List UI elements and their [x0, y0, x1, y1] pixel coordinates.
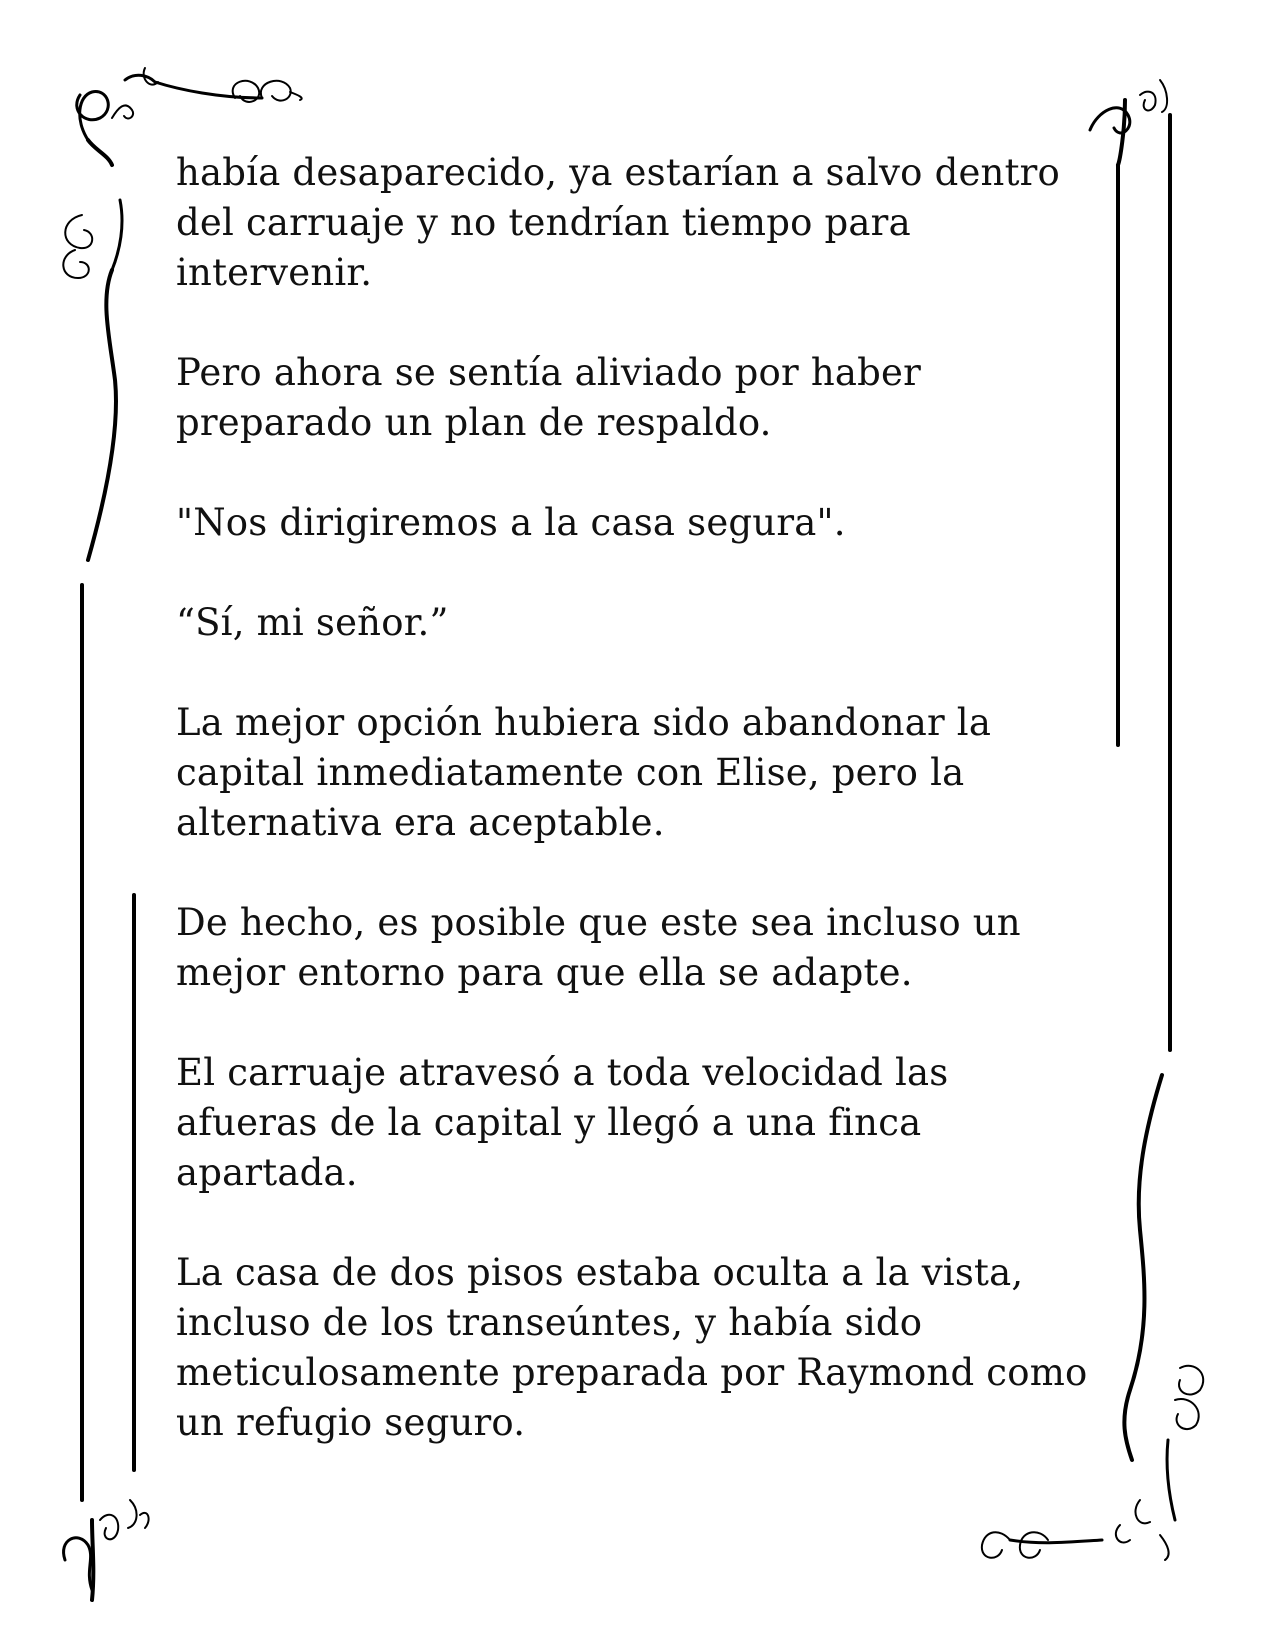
- paragraph-1: había desaparecido, ya estarían a salvo dentro del carruaje y no tendrían tiempo para intervenir.: [176, 151, 1061, 294]
- paragraph-5: La mejor opción hubiera sido abandonar la capital inmediatamente con Elise, pero la alternativa era aceptable.: [176, 701, 992, 844]
- paragraph-4: “Sí, mi señor.”: [176, 601, 449, 644]
- paragraph-8: La casa de dos pisos estaba oculta a la vista, incluso de los transeúntes, y había sido meticulosamente preparada por Raymond como un refugio seguro.: [176, 1251, 1088, 1444]
- paragraph-6: De hecho, es posible que este sea incluso un mejor entorno para que ella se adapte.: [176, 901, 1021, 994]
- paragraph-3: "Nos dirigiremos a la casa segura".: [176, 501, 846, 544]
- body-text: [176, 148, 1111, 1448]
- flourish-bottom-left-icon: [64, 1500, 149, 1600]
- paragraph-2: Pero ahora se sentía aliviado por haber preparado un plan de respaldo.: [176, 351, 922, 444]
- paragraph-7: El carruaje atravesó a toda velocidad las afueras de la capital y llegó a una finca apartada.: [176, 1051, 949, 1194]
